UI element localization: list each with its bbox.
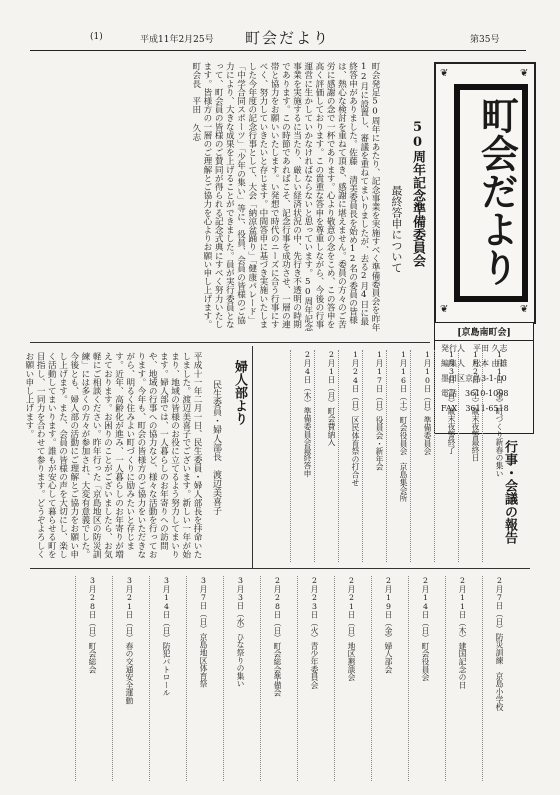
ornament-icon: ❦ — [520, 68, 529, 79]
publisher-name: [京島南町会] — [435, 323, 533, 341]
article-subtitle: 民生委員・婦人部長 渡辺美喜子 — [211, 380, 221, 515]
event-item: 2月23日（火）青少年委員会 — [297, 576, 319, 781]
article-body: 町会発足50周年にあたり、記念事業を実施すべく準備委員会を昨年12月に設置し、審議を重ねてまいりましたが、去る2月4日に最終答申がありました。佐藤 清美委員長を始め12名の委員の皆様は、熱心な検討を重ねて頂き、感謝に堪えません。委員の方々のご苦労に感謝の念で一杯であります。心より敬意の念をこめ、この答申を高く評価しております。この貴重な答申を尊重しながら、今後の行事運営に生かしていかなければならないと思っています。50周年記念事業を実施するに当たり、厳しい経済状況の中、先行き不透明の時期であります。この時節であればこそ、記念行事を成功させ、一層の連帯と協力をお願いいたします。い発想で時代のニーズに合う行事にすべく、努力していきたいと存じます。中間答申に基づき実施いたしました今年度の記念行事として、大会「納涼盆踊り」「健康パレード」「中学合同スポーツ」「少年の集い」等に、役員、会員の皆様のご協力により、大きな成果を上げることができました。員が実行委員となって、町会員の皆様のご賛同が得られる記念式典にすべく努力いたします。皆様方の一層のご理解とご協力を心よりお願い申し上げます。町会長 平田 久志 — [190, 62, 380, 332]
page-number: (1) — [90, 32, 103, 42]
event-item: 3月28日（日）町会総会 — [75, 576, 97, 781]
issue-number: 第35号 — [470, 35, 500, 45]
event-item: 3月7日（日）京島地区体育祭 — [186, 576, 208, 781]
divider — [252, 346, 253, 568]
article-body: 平成十一年二月一日、民生委員・婦人部長を拝命いたしました。渡辺美喜子でございます。新しい一年が始まり、地域の皆様のお役に立てるよう努力してまいります。婦人部では、一人暮らしのお年寄りへの訪問や、地域の行事への協力など、様々な活動を行っております。今年も、町会の皆様方のご協力をいただきながら、明るく住みよい町づくりに励みたいと存じます。近年、高齢化が進み、一人暮らしのお年寄りが増えております。お困りのことがございましたら、お気軽にご相談ください。昨年行った「京島地区の防災訓練」には多くの方々が参加され、大変有意義でした。今後とも、婦人部の活動にご理解とご協力をお願い申し上げます。また、会員の皆様の声を大切にし、楽しく活動してまいります。誰もが安心して暮らせる町を目指し、一同力を合わせて参ります。どうぞよろしくお願い申し上げます。 — [23, 352, 202, 559]
article-title: 婦人部より — [232, 360, 247, 425]
masthead — [434, 62, 536, 324]
event-item: 2月7日（日）防災訓練 京島小学校 — [482, 576, 504, 781]
event-item: 2月21日（日）地区懇談会 — [334, 576, 356, 781]
event-item: 2月19日（金）婦人部会 — [371, 576, 393, 781]
publisher-line: 発行人 平田 久志 — [441, 344, 508, 353]
article-title: 50周年記念準備委員会 — [410, 120, 425, 267]
divider — [30, 568, 530, 569]
event-item: 1月10日（日）準備委員会 — [410, 350, 432, 562]
masthead-title: 町会だより — [474, 96, 520, 286]
event-item: 2月11日（木）建国記念の日 — [445, 576, 467, 781]
ornament-icon: ❦ — [440, 304, 449, 315]
publisher-line: 墨田区京島3-1-10 — [441, 374, 507, 383]
masthead-frame — [454, 84, 528, 302]
publisher-line: 電話 3610-1098 — [441, 389, 509, 398]
event-item: 2月28日（日）町会総会準備会 — [260, 576, 282, 781]
event-item: 1月2日（土）歳末夜警最終日 — [458, 350, 480, 562]
newsletter-title: 町会だより — [245, 29, 331, 47]
event-item: 1月3日（日）歳末夜警終了 — [434, 350, 456, 562]
issue-date: 平成11年2月25号 — [140, 35, 214, 45]
publisher-line: 編集人 松本 由雄 — [441, 359, 508, 368]
event-item: 3月3日（水）ひな祭りの集い — [223, 576, 245, 781]
event-item: 2月1日（月）町会費納入 — [314, 350, 336, 562]
divider — [30, 342, 430, 343]
events-title: 行事・会議の報告 — [502, 440, 517, 544]
event-item: 3月21日（日）春の交通安全運動 — [112, 576, 134, 781]
event-item: 2月4日（木）準備委員会最終答申 — [290, 350, 312, 562]
event-item: 1月16日（土）町会役員会 京島集会所 — [386, 350, 408, 562]
event-item: 1月17日（日）役員会・新年会 — [362, 350, 384, 562]
page-header — [30, 26, 526, 51]
ornament-icon: ❦ — [440, 68, 449, 79]
event-item: 1月24日（日）区民体育祭の打合せ — [338, 350, 360, 562]
event-item: 2月14日（日）町会役員会 — [408, 576, 430, 781]
ornament-icon: ❦ — [520, 304, 529, 315]
event-item: 3月14日（日）防犯パトロール — [149, 576, 171, 781]
event-item: 1月1日（金）町づくり新春の集い — [482, 350, 504, 562]
publisher-line: FAX 3611-6518 — [441, 404, 509, 413]
article-subtitle: 最終答申について — [390, 185, 403, 273]
